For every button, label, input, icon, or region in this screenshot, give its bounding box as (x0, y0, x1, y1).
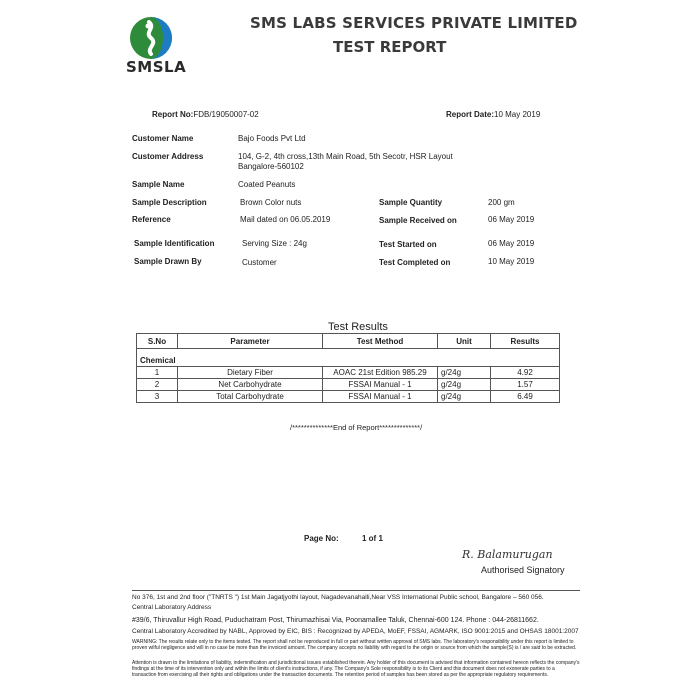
logo-text: SMSLA (126, 58, 187, 76)
cell-parameter: Net Carbohydrate (178, 379, 323, 391)
sample-name-label: Sample Name (132, 180, 185, 189)
cell-sno: 3 (137, 391, 178, 403)
signatory-title: Authorised Signatory (481, 565, 565, 575)
test-completed-label: Test Completed on (379, 258, 451, 267)
central-lab-label: Central Laboratory Address (132, 604, 212, 611)
reference-label: Reference (132, 215, 171, 224)
sample-drawn-label: Sample Drawn By (134, 257, 202, 266)
cell-method: AOAC 21st Edition 985.29 (323, 367, 438, 379)
cell-result: 4.92 (491, 367, 560, 379)
group-label: Chemical (137, 349, 560, 367)
report-number (152, 110, 259, 119)
cell-sno: 1 (137, 367, 178, 379)
report-date-value: 10 May 2019 (494, 110, 541, 119)
report-title: TEST REPORT (333, 38, 447, 56)
sample-received-value: 06 May 2019 (488, 215, 535, 224)
cell-method: FSSAI Manual - 1 (323, 391, 438, 403)
end-of-report: /**************End of Report**************/ (290, 423, 423, 432)
customer-address-line-2: Bangalore-560102 (238, 162, 304, 171)
reference-value: Mail dated on 06.05.2019 (240, 215, 331, 224)
cell-parameter: Total Carbohydrate (178, 391, 323, 403)
report-number-value: FDB/19050007-02 (193, 110, 259, 119)
cell-result: 6.49 (491, 391, 560, 403)
table-row (137, 367, 560, 379)
cell-unit: g/24g (438, 391, 491, 403)
sample-quantity-label: Sample Quantity (379, 198, 443, 207)
customer-address-label: Customer Address (132, 152, 204, 161)
group-row (137, 349, 560, 367)
sample-identification-value: Serving Size : 24g (242, 239, 307, 248)
sample-description-value: Brown Color nuts (240, 198, 302, 207)
column-header: Test Method (323, 334, 438, 349)
cell-method: FSSAI Manual - 1 (323, 379, 438, 391)
test-completed-value: 10 May 2019 (488, 257, 535, 266)
sample-identification-label: Sample Identification (134, 239, 215, 248)
test-started-label: Test Started on (379, 240, 437, 249)
signature: R. Balamurugan (462, 548, 553, 561)
footer-address-1: No 376, 1st and 2nd floor ("TNRTS ") 1st Main Jagatjyothi layout, Nagadevanahalli,Near VSS International Public school, Bangalore – 560 056. (132, 594, 544, 601)
company-name: SMS LABS SERVICES PRIVATE LIMITED (250, 14, 578, 32)
results-title: Test Results (328, 321, 388, 333)
results-table (136, 333, 560, 403)
accreditation-text: Central Laboratory Accredited by NABL, Approved by EIC, BIS : Recognized by APEDA, MoEF, FSSAI, AGMARK, ISO 9001:2015 and OHSAS 18001:2007 (132, 628, 579, 635)
footer-divider (132, 590, 580, 591)
report-date-label: Report Date: (446, 110, 495, 119)
sample-description-label: Sample Description (132, 198, 207, 207)
results-header-row (137, 334, 560, 349)
column-header: Unit (438, 334, 491, 349)
customer-name-label: Customer Name (132, 134, 194, 143)
cell-parameter: Dietary Fiber (178, 367, 323, 379)
report-number-label: Report No: (152, 110, 194, 119)
cell-unit: g/24g (438, 367, 491, 379)
warning-text: WARNING: The results relate only to the items tested. The report shall not be reproduced in full or part without written approval of SMS labs. The laboratory's responsibility under this report is limited to proven wilful negligence and will in no case be more than the invoiced amount. The company accepts no liability with regard to the origin or source from which the sample(S) is / are said to be extracted. (132, 639, 577, 651)
footer-address-2: #39/6, Thiruvallur High Road, Puduchatram Post, Thirumazhisai Via, Poonamallee Taluk, Chennai-600 124. Phone : 044-26811662. (132, 617, 539, 624)
sample-name-value: Coated Peanuts (238, 180, 296, 189)
column-header: Parameter (178, 334, 323, 349)
customer-name-value: Bajo Foods Pvt Ltd (238, 134, 306, 143)
column-header: Results (491, 334, 560, 349)
sample-quantity-value: 200 gm (488, 198, 515, 207)
table-row (137, 379, 560, 391)
column-header: S.No (137, 334, 178, 349)
cell-sno: 2 (137, 379, 178, 391)
customer-address-line-1: 104, G-2, 4th cross,13th Main Road, 5th Secotr, HSR Layout (238, 152, 453, 161)
page-number-label: Page No: (304, 534, 339, 543)
test-started-value: 06 May 2019 (488, 239, 535, 248)
cell-result: 1.57 (491, 379, 560, 391)
sample-received-label: Sample Received on (379, 216, 457, 225)
sample-drawn-value: Customer (242, 258, 277, 267)
attention-text: Attention is drawn to the limitations of liability, indemnification and jurisdictional issues established therein. Any holder of this document is advised that information contained hereon reflects the company's findings at the time of its intervention only and within the limits of client's instructions, if any. The Company's Sole responsibility is to its Client and this document does not exonerate parties to a transaction from exercising all their rights and obligations under the transaction documents. The retention period of samples has been stored as per the appropriate regulatory requirements. (132, 660, 580, 678)
report-date (446, 110, 540, 119)
page-number-value: 1 of 1 (362, 534, 383, 543)
table-row (137, 391, 560, 403)
cell-unit: g/24g (438, 379, 491, 391)
